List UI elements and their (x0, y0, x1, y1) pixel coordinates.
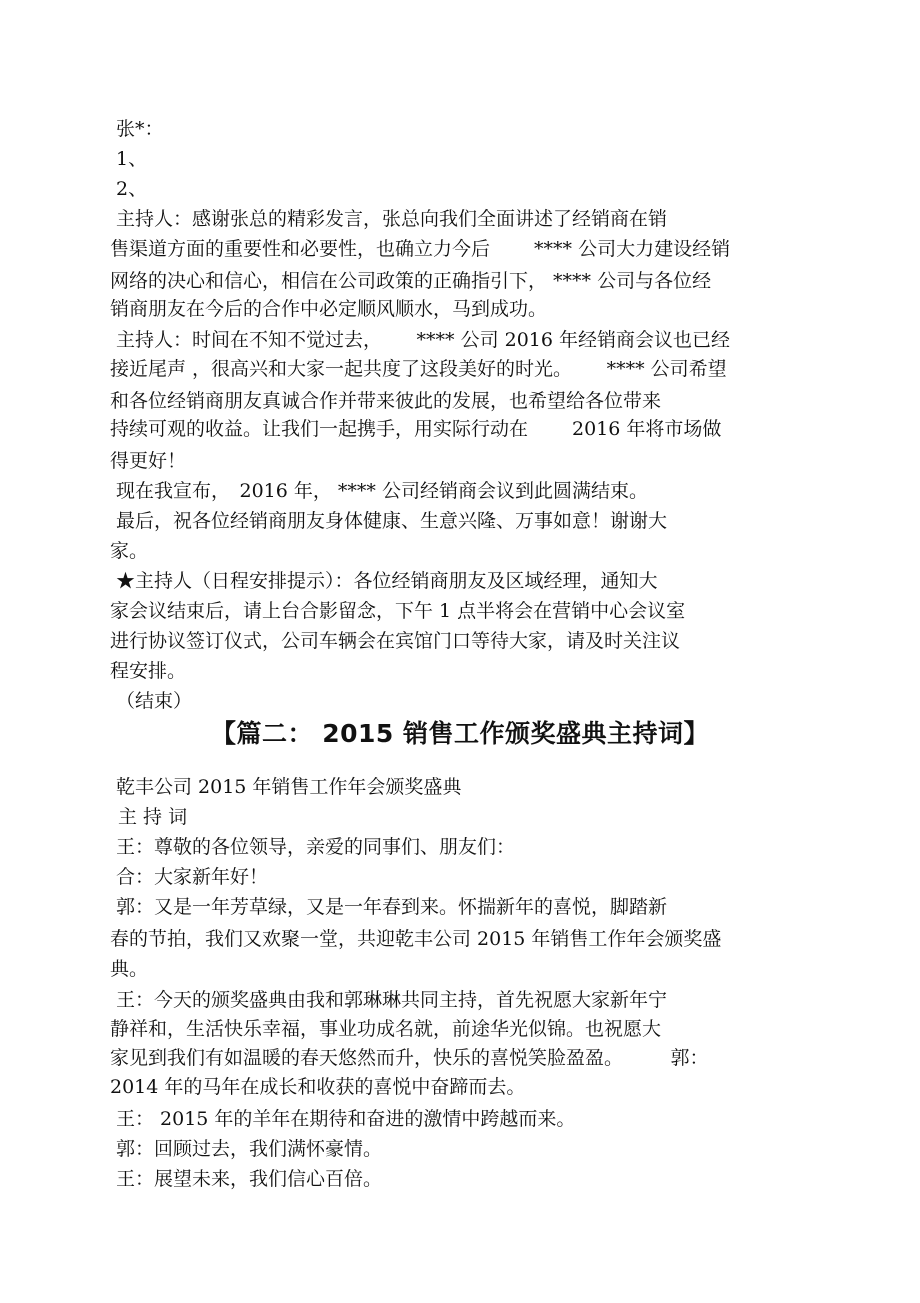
dialogue-line: 合：大家新年好！ (116, 866, 269, 888)
paragraph-line: 得更好！ (110, 450, 187, 472)
dialogue-line: 郭：回顾过去，我们满怀豪情。 (116, 1138, 383, 1160)
dialogue-line: 典。 (110, 958, 149, 980)
paragraph-line: 现在我宣布， 2016 年， **** 公司经销商会议到此圆满结束。 (116, 480, 648, 502)
dialogue-line: 家见到我们有如温暖的春天悠然而升，快乐的喜悦笑脸盈盈。 郭： (110, 1047, 709, 1069)
paragraph-line: 销商朋友在今后的合作中必定顺风顺水，马到成功。 (110, 298, 548, 320)
paragraph-line: 网络的决心和信心，相信在公司政策的正确指引下， **** 公司与各位经 (110, 270, 712, 292)
paragraph-line: 持续可观的收益。让我们一起携手，用实际行动在 2016 年将市场做 (110, 418, 722, 440)
dialogue-line: 王：尊敬的各位领导，亲爱的同事们、朋友们： (116, 836, 516, 858)
schedule-notice-line: ★主持人（日程安排提示）：各位经销商朋友及区域经理，通知大 (116, 570, 658, 592)
dialogue-line: 郭：又是一年芳草绿，又是一年春到来。怀揣新年的喜悦，脚踏新 (116, 896, 668, 918)
paragraph-line: 售渠道方面的重要性和必要性，也确立力今后 **** 公司大力建设经销 (110, 238, 731, 260)
dialogue-line: 王： 2015 年的羊年在期待和奋进的激情中跨越而来。 (116, 1108, 576, 1130)
dialogue-line: 静祥和，生活快乐幸福，事业功成名就，前途华光似锦。也祝愿大 (110, 1018, 662, 1040)
dialogue-line: 春的节拍，我们又欢聚一堂，共迎乾丰公司 2015 年销售工作年会颁奖盛 (110, 928, 722, 950)
schedule-notice-line: 家会议结束后，请上台合影留念，下午 1 点半将会在营销中心会议室 (110, 600, 686, 622)
paragraph-line: 主持人：感谢张总的精彩发言，张总向我们全面讲述了经销商在销 (116, 208, 668, 230)
speaker-zhang: 张*： (116, 118, 164, 140)
script-label: 主 持 词 (118, 806, 188, 828)
paragraph-line: 主持人：时间在不知不觉过去， **** 公司 2016 年经销商会议也已经 (116, 329, 731, 351)
paragraph-line: 接近尾声 ，很高兴和大家一起共度了这段美好的时光。 **** 公司希望 (110, 358, 727, 380)
dialogue-line: 王：展望未来，我们信心百倍。 (116, 1168, 383, 1190)
dialogue-line: 王：今天的颁奖盛典由我和郭琳琳共同主持，首先祝愿大家新年宁 (116, 989, 668, 1011)
paragraph-line: 最后，祝各位经销商朋友身体健康、生意兴隆、万事如意！谢谢大 (116, 510, 668, 532)
end-marker: （结束） (116, 690, 193, 712)
schedule-notice-line: 进行协议签订仪式，公司车辆会在宾馆门口等待大家，请及时关注议 (110, 630, 681, 652)
dialogue-line: 2014 年的马年在成长和收获的喜悦中奋蹄而去。 (110, 1076, 526, 1098)
paragraph-line: 家。 (110, 540, 149, 562)
schedule-notice-line: 程安排。 (110, 660, 187, 682)
list-item-1: 1、 (116, 148, 148, 170)
event-title-line: 乾丰公司 2015 年销售工作年会颁奖盛典 (116, 776, 462, 798)
paragraph-line: 和各位经销商朋友真诚合作并带来彼此的发展，也希望给各位带来 (110, 390, 662, 412)
list-item-2: 2、 (116, 178, 148, 200)
section-heading: 【篇二： 2015 销售工作颁奖盛典主持词】 (211, 719, 709, 748)
